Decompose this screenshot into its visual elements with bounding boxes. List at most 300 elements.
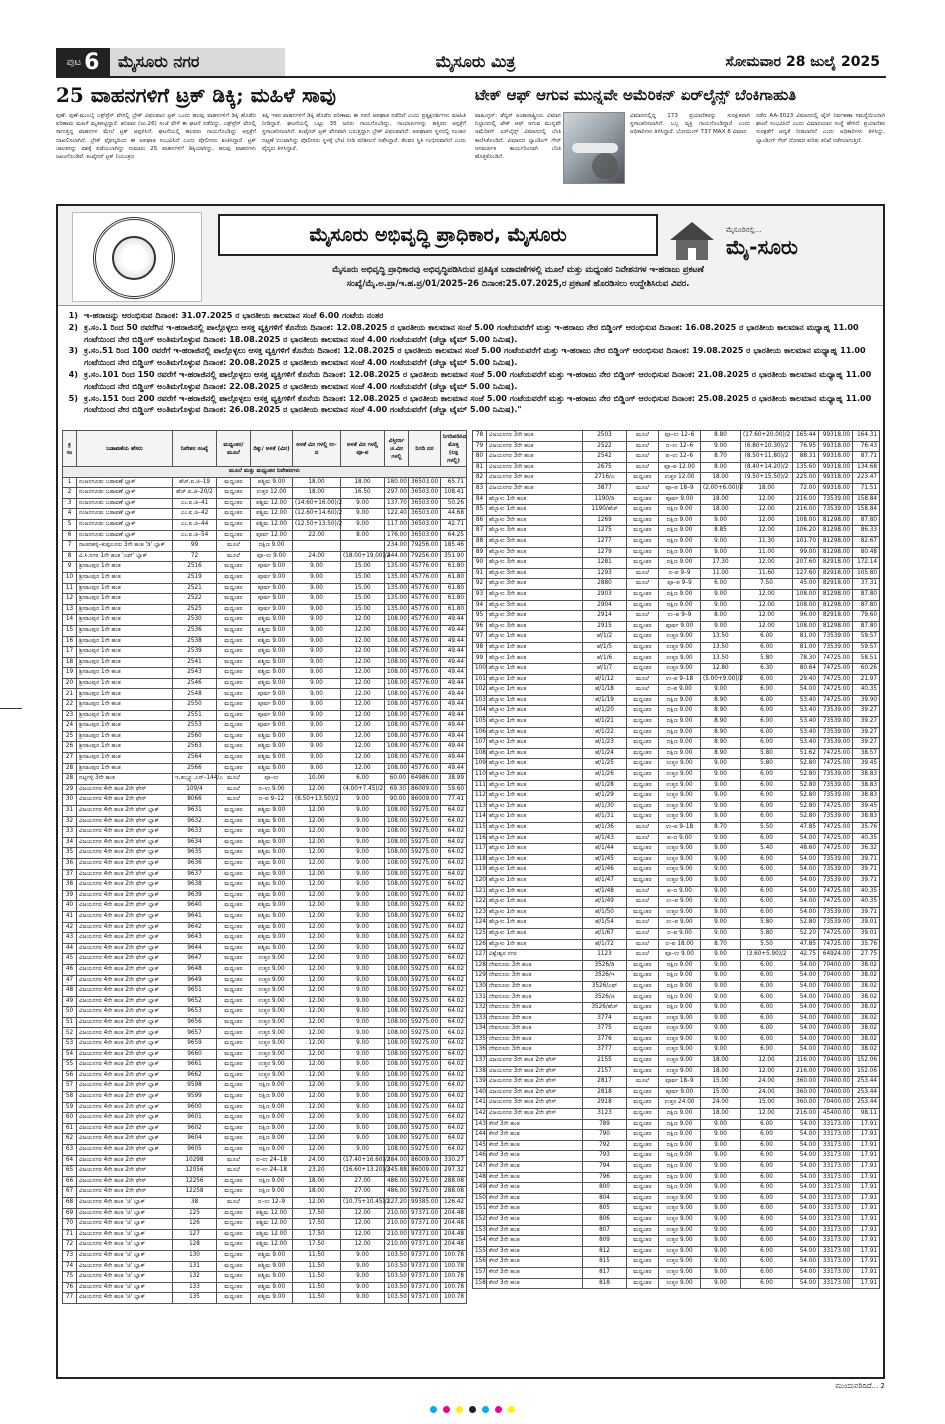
table-cell: ಹೆ/1/22 (583, 727, 627, 738)
table-cell: 108.00 (385, 996, 409, 1007)
table-cell: 351.90 (441, 551, 467, 562)
table-cell: 204.48 (441, 1240, 467, 1251)
table-cell: 49.44 (441, 763, 467, 774)
table-cell: ಪೂ–ಉ 9.00 (659, 950, 701, 961)
table-cell: 24.00 (741, 1077, 793, 1088)
table-cell: 72.00 (793, 483, 819, 494)
table-cell: ಹೆ/1/25 (583, 759, 627, 770)
table-cell: ಶ್ರೀರಾಂಪುರ 1ನೇ ಹಂತ (77, 572, 173, 583)
table-cell: 9.00 (701, 600, 741, 611)
table-row (63, 901, 467, 912)
table-cell: ಮಧ್ಯಂತರ (627, 526, 659, 537)
table-cell: 6.00 (741, 907, 793, 918)
table-cell: ಪೂ–ಪ 9–9 (659, 579, 701, 590)
table-cell: ವಿ.ಸಿ.ನಗರ 1ನೇ ಹಂತ 'ಎಫ್' ಬ್ಲಾಕ್ (77, 551, 173, 562)
table-cell: 86009.00 (409, 795, 441, 806)
table-cell: 43 (63, 933, 77, 944)
table-cell: 6.00 (741, 1024, 793, 1035)
table-row (473, 642, 880, 653)
table-row (63, 477, 467, 488)
table-cell: ದೇವನೂರು 3ನೇ ಹಂತ (487, 1024, 583, 1035)
table-cell: 1281 (583, 558, 627, 569)
table-cell: 108.00 (385, 1092, 409, 1103)
table-cell: 52.80 (793, 780, 819, 791)
table-row (473, 1225, 880, 1236)
table-cell: 39.90 (853, 695, 880, 706)
table-cell: ಹೆಬ್ಬಾಳು 1ನೇ ಹಂತ (487, 770, 583, 781)
table-cell: 54.00 (793, 1214, 819, 1225)
table-cell: ಶ್ರೀರಾಂಪುರ 1ನೇ ಹಂತ (77, 763, 173, 774)
table-cell: 38.57 (853, 748, 880, 759)
table-cell: ಮಧ್ಯಂತರ (627, 1066, 659, 1077)
table-cell: 36.32 (853, 844, 880, 855)
table-cell: 3776 (583, 1034, 627, 1045)
table-cell: ಮಧ್ಯಂತರ (217, 1070, 251, 1081)
table-row (473, 717, 880, 728)
table-cell: 59275.00 (409, 880, 441, 891)
table-cell: 6.00 (741, 1204, 793, 1215)
table-cell: 39.27 (853, 717, 880, 728)
table-cell: 360.00 (793, 1087, 819, 1098)
table-cell: ಶ್ರೀರಾಂಪುರ 1ನೇ ಹಂತ (77, 753, 173, 764)
table-cell: 15.00 (701, 1077, 741, 1088)
table-cell: 18.00 (293, 488, 341, 499)
table-cell: ಹೆಬ್ಬಾಳು 3ನೇ ಹಂತ (487, 621, 583, 632)
table-row (63, 530, 467, 541)
table-cell: 12.00 (341, 1229, 385, 1240)
table-cell: ಮಧ್ಯಂತರ (217, 1282, 251, 1293)
table-cell: ವಿಜಯನಗರ 4ನೇ ಹಂತ 2ನೇ ಫೇಸ್ ಬ್ಲಾಕ್ (77, 1049, 173, 1060)
table-cell: 54.00 (793, 1183, 819, 1194)
table-cell: 36503.00 (409, 509, 441, 520)
table-cell: ವಿಜಯನಗರ 4ನೇ ಹಂತ 2ನೇ ಫೇಸ್ ಬ್ಲಾಕ್ (77, 1060, 173, 1071)
table-row (473, 473, 880, 484)
table-cell: 59275.00 (409, 827, 441, 838)
table-cell: 103 (473, 695, 487, 706)
table-cell: ಹೆ/1/45 (583, 854, 627, 865)
table-cell: 9652 (173, 996, 217, 1007)
table-cell: 45400.00 (819, 1109, 853, 1120)
table-cell: ಪಶ್ಚಿಮ 9.00 (251, 1261, 293, 1272)
table-cell: 108.00 (385, 986, 409, 997)
table-cell: 54 (63, 1049, 77, 1060)
table-cell: 126.42 (441, 1197, 467, 1208)
table-cell: 108.00 (385, 943, 409, 954)
table-cell: 6.00 (741, 960, 793, 971)
table-cell: 12.00 (741, 1109, 793, 1120)
continued-note: ಮುಂದುವರಿದಿದೆ... 2 (835, 1382, 885, 1390)
story2-column-3: ನಡೆದ AA-3023 ವಿಮಾನದಲ್ಲಿ ಟೈರ್ ನಿರ್ವಹಣಾ ಸಮಸ್ಯೆಯಿಂದಾಗಿ ಘಟನೆ ಸಂಭವಿಸಿದೆ ಎಂದು ವಿಮಾನಯಾನ ಸಂಸ್ಥೆ ಹೇಳಿದೆ. ಪ್ರಯಾಣಿಕರ ಸುರಕ್ಷತೆಗೆ ಆದ್ಯತೆ ನೀಡಲಾಗಿದೆ ಎಂದು ಅಧಿಕಾರಿಗಳು ತಿಳಿಸಿದ್ದು, ಲ್ಯಾಂಡಿಂಗ್ ಗೇರ್ ದೋಷದ ಕುರಿತು ತನಿಖೆ ನಡೆಸಲಾಗುತ್ತಿದೆ. (756, 113, 885, 144)
table-cell: 2519 (173, 572, 217, 583)
table-cell: 82918.00 (819, 579, 853, 590)
table-cell: ಮಧ್ಯಂತರ (217, 1208, 251, 1219)
table-row (473, 844, 880, 855)
table-row (63, 710, 467, 721)
table-cell: 59275.00 (409, 986, 441, 997)
table-cell: 8.90 (701, 727, 741, 738)
table-cell: 70400.00 (819, 1003, 853, 1014)
table-cell: ಮೂಲೆ (217, 1166, 251, 1177)
table-cell: ಮಧ್ಯಂತರ (627, 1214, 659, 1225)
table-cell: ಪ–ಉ 12–6 (659, 452, 701, 463)
table-cell: ವಿಜಯನಗರ 4ನೇ ಹಂತ 2ನೇ ಫೇಸ್ ಬ್ಲಾಕ್ (77, 1102, 173, 1113)
table-cell: 108.00 (385, 1060, 409, 1071)
column-header: ನಿವೇಶನ ಸಂಖ್ಯೆ (173, 431, 217, 467)
table-cell: 9.00 (341, 1049, 385, 1060)
table-cell: ಹೆಬ್ಬಾಳು 3ನೇ ಹಂತ (487, 526, 583, 537)
table-cell: ಉತ್ತರ 9.00 (659, 1013, 701, 1024)
table-cell: ಮಧ್ಯಂತರ (627, 1204, 659, 1215)
table-cell: 24.00 (701, 1098, 741, 1109)
table-row (63, 1070, 467, 1081)
table-cell: ಉತ್ತರ 9.00 (251, 1049, 293, 1060)
table-cell: ವಿಜಯನಗರ 4ನೇ ಹಂತ 'ಜಿ' ಬ್ಲಾಕ್ (77, 1250, 173, 1261)
story2-headline[interactable]: ಟೇಕ್ ಆಫ್ ಆಗುವ ಮುನ್ನವೇ ಅಮೆರಿಕನ್ ಏರ್‌ಲೈನ್ಸ್ ಬೆಂಕಿಗಾಹುತಿ (475, 86, 797, 104)
table-cell: ವಿಜಯನಗರ 3ನೇ ಹಂತ (487, 452, 583, 463)
table-cell: ಮಧ್ಯಂತರ (217, 975, 251, 986)
table-cell: 3526/ಎಫ್ (583, 981, 627, 992)
table-cell: 101 (473, 674, 487, 685)
table-cell: 9656 (173, 1017, 217, 1028)
table-cell: ಕೆಸರೆ 3ನೇ ಹಂತ (487, 1151, 583, 1162)
table-row (63, 1176, 467, 1187)
note-number: 4) (68, 368, 78, 379)
table-cell: 74725.00 (819, 685, 853, 696)
story1-headline[interactable]: 25 ವಾಹನಗಳಿಗೆ ಟ್ರಕ್ ಡಿಕ್ಕಿ; ಮಹಿಳೆ ಸಾವು (56, 83, 336, 107)
table-cell: 12.00 (341, 678, 385, 689)
table-cell: ವಿಜಯನಗರ 4ನೇ ಹಂತ 2ನೇ ಫೇಸ್ ಬ್ಲಾಕ್ (77, 837, 173, 848)
table-cell: 9.00 (701, 865, 741, 876)
table-cell: 54.00 (793, 1193, 819, 1204)
table-cell: 9.00 (701, 536, 741, 547)
table-cell: 54.00 (793, 1172, 819, 1183)
table-cell: ದಕ್ಷಿಣ 9.00 (659, 526, 701, 537)
table-cell: 108.00 (385, 975, 409, 986)
table-cell: 6.00 (741, 971, 793, 982)
table-cell: 9.00 (701, 1193, 741, 1204)
table-cell: 17.91 (853, 1193, 880, 1204)
table-cell: ವಿಜಯನಗರ 4ನೇ ಹಂತ 2ನೇ ಫೇಸ್ ಬ್ಲಾಕ್ (77, 858, 173, 869)
table-row (63, 1007, 467, 1018)
table-cell: 800 (583, 1183, 627, 1194)
table-cell: 21.97 (853, 674, 880, 685)
table-cell: 12.00 (293, 1113, 341, 1124)
table-row (63, 1060, 467, 1071)
table-cell: 73539.00 (819, 494, 853, 505)
table-cell: 45 (63, 954, 77, 965)
table-cell: 38.02 (853, 1003, 880, 1014)
table-cell: 33173.00 (819, 1151, 853, 1162)
table-cell: 139 (473, 1077, 487, 1088)
table-cell: 210.00 (385, 1229, 409, 1240)
table-cell: 38.02 (853, 971, 880, 982)
table-cell: 9638 (173, 880, 217, 891)
table-cell: 9.00 (701, 1225, 741, 1236)
table-cell: ಉತ್ತರ 9.00 (659, 791, 701, 802)
table-cell: 9.00 (341, 1028, 385, 1039)
table-cell: 108.00 (385, 678, 409, 689)
table-cell: 9642 (173, 922, 217, 933)
table-cell: ಮಧ್ಯಂತರ (627, 558, 659, 569)
table-cell: (2.00+6.00)/2 (701, 483, 741, 494)
table-cell: 52.80 (793, 759, 819, 770)
table-cell: 108.00 (793, 589, 819, 600)
table-cell: 45776.00 (409, 689, 441, 700)
table-row (63, 615, 467, 626)
table-cell: 121 (473, 886, 487, 897)
table-cell: ಹೆಬ್ಬಾಳು 1ನೇ ಹಂತ (487, 674, 583, 685)
table-cell: 53.40 (793, 738, 819, 749)
table-cell: 36 (63, 858, 77, 869)
table-cell: ಉತ್ತರ 9.00 (659, 770, 701, 781)
table-cell: ಉತ್ತರ 9.00 (659, 632, 701, 643)
table-cell: ದಕ್ಷಿಣ 9.00 (251, 1102, 293, 1113)
paper-name: ಮೈಸೂರು ಮಿತ್ರ (435, 52, 516, 71)
table-cell: (17.40+16.60)/2 (341, 1155, 385, 1166)
table-cell: 6.00 (741, 865, 793, 876)
table-cell: 108.00 (385, 1049, 409, 1060)
table-cell: ವಿಜಯನಗರ 3ನೇ ಹಂತ 2ನೇ ಫೇಸ್ (487, 1056, 583, 1067)
table-cell: ಹೆಬ್ಬಾಳು 1ನೇ ಹಂತ (487, 875, 583, 886)
table-cell: ವಿಜಯನಗರ 4ನೇ ಹಂತ 2ನೇ ಫೇಸ್ (77, 1166, 173, 1177)
table-cell: 132 (473, 1003, 487, 1014)
table-cell: 486.00 (385, 1187, 409, 1198)
table-cell: 3777 (583, 1045, 627, 1056)
table-cell: 70400.00 (819, 960, 853, 971)
table-cell: ಉತ್ತರ 9.00 (659, 812, 701, 823)
table-cell: 134 (473, 1024, 487, 1035)
table-cell: ಪಶ್ಚಿಮ 9.00 (251, 753, 293, 764)
table-cell: 9.00 (293, 594, 341, 605)
table-cell: 9600 (173, 1102, 217, 1113)
table-cell: ವಿಶ್ವೇಶ್ವರ ನಗರ (487, 950, 583, 961)
registration-dot (495, 1406, 502, 1413)
table-cell: 12.00 (341, 721, 385, 732)
table-row (473, 1246, 880, 1257)
table-cell: ಉತ್ತರ 9.00 (659, 1236, 701, 1247)
table-cell: ಉತ್ತರ 9.00 (251, 1028, 293, 1039)
table-cell: 360.00 (793, 1077, 819, 1088)
table-cell: 49.44 (441, 625, 467, 636)
table-cell: 35.76 (853, 939, 880, 950)
table-cell: 8.90 (701, 717, 741, 728)
table-cell: 73539.00 (819, 812, 853, 823)
table-cell: 15.00 (341, 583, 385, 594)
table-cell: 8.70 (701, 452, 741, 463)
table-cell: 9.00 (293, 710, 341, 721)
table-cell: 117.00 (385, 519, 409, 530)
table-cell: 54.00 (793, 1161, 819, 1172)
table-cell: 9.00 (293, 678, 341, 689)
table-cell: 73539.00 (819, 706, 853, 717)
table-cell: 59275.00 (409, 1017, 441, 1028)
table-cell: 9.00 (701, 1214, 741, 1225)
table-row (473, 547, 880, 558)
table-cell: ಮೂಲೆ (217, 541, 251, 552)
smoke-shape (592, 153, 618, 179)
table-cell: ಮೂಲೆ (627, 1077, 659, 1088)
table-cell: 37 (63, 869, 77, 880)
table-cell: ಮೂಲೆ (217, 1155, 251, 1166)
table-cell: 9.00 (701, 685, 741, 696)
table-cell: 54.00 (793, 1246, 819, 1257)
table-cell: ಮೂಲೆ (217, 774, 251, 785)
table-row (473, 494, 880, 505)
table-cell: 9.00 (341, 943, 385, 954)
table-cell: 9.00 (701, 589, 741, 600)
table-row (473, 1034, 880, 1045)
table-cell: 109 (473, 759, 487, 770)
table-row (473, 1003, 880, 1014)
table-cell: 64.02 (441, 975, 467, 986)
table-cell: 86.33 (853, 526, 880, 537)
table-cell: 33173.00 (819, 1130, 853, 1141)
table-cell: 6.00 (741, 1183, 793, 1194)
table-cell: 108.00 (385, 933, 409, 944)
table-cell: 12.00 (293, 848, 341, 859)
table-cell: 9657 (173, 1028, 217, 1039)
table-cell: ಮಧ್ಯಂತರ (217, 668, 251, 679)
table-cell: ಉ–ಪ 9–18 (659, 822, 701, 833)
table-cell: ಉ–ಪ 9.00 (659, 897, 701, 908)
table-cell: 223.47 (853, 473, 880, 484)
table-cell: 2550 (173, 700, 217, 711)
table-cell: 105.80 (853, 568, 880, 579)
table-cell: 57 (63, 1081, 77, 1092)
table-cell: ಹೆ/1/44 (583, 844, 627, 855)
table-row (473, 1267, 880, 1278)
table-cell: ಶ್ರೀರಾಂಪುರ 1ನೇ ಹಂತ (77, 604, 173, 615)
table-cell: 33173.00 (819, 1140, 853, 1151)
table-cell: 9.00 (293, 763, 341, 774)
muda-emblem (72, 212, 202, 302)
table-cell: ಮಧ್ಯಂತರ (217, 922, 251, 933)
table-cell: 17.91 (853, 1119, 880, 1130)
table-cell: ಉತ್ತರ 9.00 (659, 1225, 701, 1236)
table-cell: 64.02 (441, 964, 467, 975)
table-cell: 9.00 (341, 901, 385, 912)
table-cell: ವಿಜಯನಗರ 3ನೇ ಹಂತ 2ನೇ ಫೇಸ್ (487, 1077, 583, 1088)
table-cell: 74725.00 (819, 822, 853, 833)
table-cell: 9.00 (341, 880, 385, 891)
table-cell: 1275 (583, 526, 627, 537)
table-cell: ಮಧ್ಯಂತರ (217, 1039, 251, 1050)
table-cell: 33173.00 (819, 1278, 853, 1289)
table-cell: ಮಧ್ಯಂತರ (217, 742, 251, 753)
table-cell: ಪಶ್ಚಿಮ 9.00 (251, 678, 293, 689)
table-cell: 39.27 (853, 727, 880, 738)
table-cell: ದಕ್ಷಿಣ 9.00 (659, 1003, 701, 1014)
table-cell: 108.00 (385, 880, 409, 891)
table-cell: 45776.00 (409, 721, 441, 732)
table-cell: 60 (63, 1113, 77, 1124)
table-cell: 108.00 (385, 1081, 409, 1092)
table-cell: ಮೂಲೆ (217, 795, 251, 806)
table-cell: 49.44 (441, 700, 467, 711)
table-cell: 49.44 (441, 678, 467, 689)
table-cell: 2155 (583, 1056, 627, 1067)
table-cell: ಶ್ರೀರಾಂಪುರ 1ನೇ ಹಂತ (77, 689, 173, 700)
table-cell: 97371.00 (409, 1208, 441, 1219)
table-cell: 97371.00 (409, 1250, 441, 1261)
table-cell: 93 (473, 589, 487, 600)
table-cell: ವಿಜಯನಗರ 4ನೇ ಹಂತ 2ನೇ ಫೇಸ್ (77, 784, 173, 795)
table-cell: ಮೂಲೆ (627, 674, 659, 685)
table-cell: 59.60 (441, 784, 467, 795)
table-cell: ಶ್ರೀರಾಂಪುರ 1ನೇ ಹಂತ (77, 731, 173, 742)
table-cell: 12.00 (293, 1134, 341, 1145)
table-cell: 143 (473, 1119, 487, 1130)
table-cell: 9.00 (293, 657, 341, 668)
table-cell: 6.00 (741, 875, 793, 886)
table-row (63, 1145, 467, 1156)
table-cell: 6.00 (741, 770, 793, 781)
table-cell: ವಿಜಯನಗರ 4ನೇ ಹಂತ 2ನೇ ಫೇಸ್ ಬ್ಲಾಕ್ (77, 806, 173, 817)
table-subheading: ಮೂಲೆ ಮತ್ತು ಮಧ್ಯಂತರ ನಿವೇಶನಗಳು (63, 467, 467, 478)
table-cell: ಉತ್ತರ 9.00 (659, 1267, 701, 1278)
table-cell: 99318.00 (819, 473, 853, 484)
table-cell: ಹೆ/1/21 (583, 717, 627, 728)
table-cell: 156 (473, 1257, 487, 1268)
note-text: ಕ್ರ.ಸಂ.51 ರಿಂದ 100 ರವರೆಗೆ ಇ-ಹರಾಜಿನಲ್ಲಿ ಪಾಲ್ಗೊಳ್ಳಲು ಆಸಕ್ತ ವ್ಯಕ್ತಿಗಳಿಗೆ ಕೊನೆಯ ದಿನಾಂಕ: 12.08.2025 ರ ಭಾರತೀಯ ಕಾಲಮಾನ ಸಂಜೆ 5.00 ಗಂಟೆಯವರೆಗೆ ಮತ್ತು ಇ-ಹರಾಜು ನೇರ ಬಿಡ್ಡಿಂಗ್ ಆರಂಭಿಸುವ ದಿನಾಂಕ: 19.08.2025 ರ ಭಾರತೀಯ ಕಾಲಮಾನ ಮಧ್ಯಾಹ್ನ 11.00 ಗಂಟೆಯಿಂದ ನೇರ ಬಿಡ್ಡಿಂಗ್ ಅಂತಿಮಗೊಳ್ಳುವ ದಿನಾಂಕ: 20.08.2025 ರ ಭಾರತೀಯ ಕಾಲಮಾನ ಸಂಜೆ 4.00 ಗಂಟೆಯವರೆಗೆ (ಡೆಲ್ಟಾ ಟೈಮ್ 5.00 ನಿಮಿಷ). (84, 345, 866, 368)
table-row (473, 1066, 880, 1077)
table-cell: 15.00 (341, 604, 385, 615)
table-cell: ಹೆ/1/54 (583, 918, 627, 929)
table-cell: ಉತ್ತರ 9.00 (659, 1056, 701, 1067)
table-cell: 96 (473, 621, 487, 632)
table-cell: 108.00 (385, 742, 409, 753)
table-row (63, 880, 467, 891)
table-cell: ಪೂರ್ವ 9.00 (251, 700, 293, 711)
table-cell: ಹೆಬ್ಬಾಳು 1ನೇ ಹಂತ (487, 664, 583, 675)
table-cell: 42.71 (441, 519, 467, 530)
registration-dot (469, 1406, 476, 1413)
table-cell: 9604 (173, 1134, 217, 1145)
table-cell: ವಿಜಯನಗರ 4ನೇ ಹಂತ 2ನೇ ಫೇಸ್ ಬ್ಲಾಕ್ (77, 869, 173, 880)
table-cell: 73539.00 (819, 780, 853, 791)
table-cell: 9.00 (701, 759, 741, 770)
table-cell: ಶ್ರೀರಾಂಪುರ 1ನೇ ಹಂತ (77, 625, 173, 636)
table-cell: ಮಧ್ಯಂತರ (627, 653, 659, 664)
table-cell: 12.00 (341, 657, 385, 668)
table-cell: 108 (473, 748, 487, 759)
table-cell: ದಕ್ಷಿಣ 9.00 (659, 748, 701, 759)
table-row (63, 1229, 467, 1240)
table-cell: 47.85 (793, 822, 819, 833)
table-cell: 54.00 (793, 1130, 819, 1141)
table-cell: 9.00 (701, 547, 741, 558)
table-cell: ಕೆಸರೆ 3ನೇ ಹಂತ (487, 1161, 583, 1172)
table-cell: 140 (473, 1087, 487, 1098)
table-row (63, 753, 467, 764)
table-cell: 108.00 (385, 1145, 409, 1156)
table-cell: 9649 (173, 975, 217, 986)
table-cell: 45.00 (793, 579, 819, 590)
table-cell: ಶ್ರೀರಾಂಪುರ 1ನೇ ಹಂತ (77, 700, 173, 711)
table-cell: 17.91 (853, 1246, 880, 1257)
table-cell: 81298.00 (819, 600, 853, 611)
table-cell: 97371.00 (409, 1261, 441, 1272)
table-cell: 108.00 (385, 1123, 409, 1134)
table-cell: 18.00 (701, 494, 741, 505)
table-cell: 9.00 (701, 971, 741, 982)
table-row (473, 462, 880, 473)
table-cell: ಮೂಲೆ (627, 928, 659, 939)
table-cell: 17.91 (853, 1225, 880, 1236)
table-cell: 18.00 (701, 473, 741, 484)
table-cell: 52.80 (793, 791, 819, 802)
table-cell: ಮಧ್ಯಂತರ (217, 816, 251, 827)
